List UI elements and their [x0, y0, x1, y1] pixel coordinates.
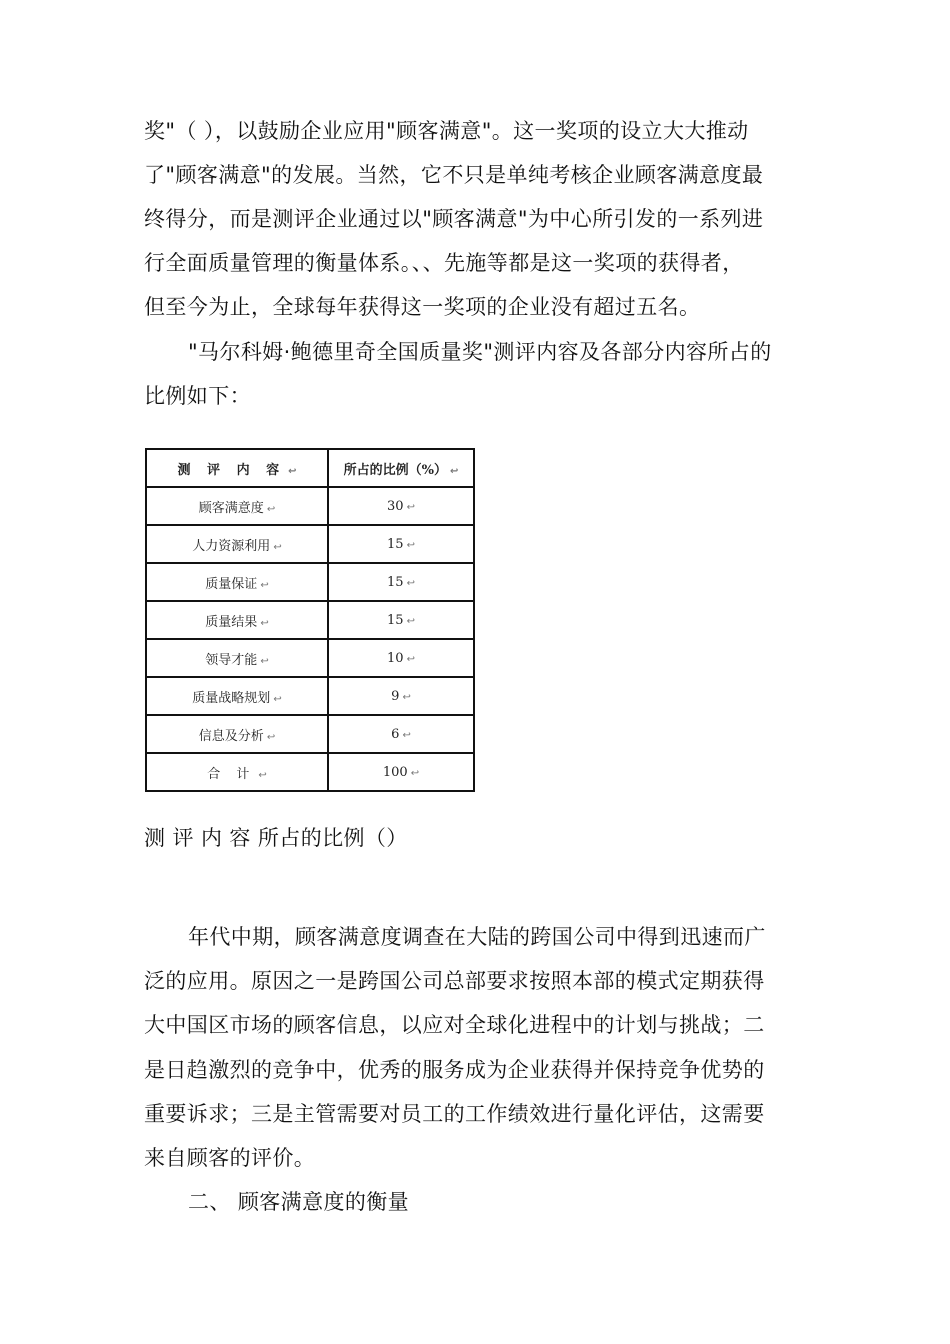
text-line: 大中国区市场的顾客信息，以应对全球化进程中的计划与挑战；二	[144, 1013, 765, 1037]
text-line: 来自顾客的评价。	[144, 1146, 316, 1170]
table-cell-value: 9 ↩	[328, 677, 474, 715]
table-cell-item: 质量战略规划 ↩	[146, 677, 328, 715]
table-row	[146, 525, 474, 563]
text-line: 泛的应用。原因之一是跨国公司总部要求按照本部的模式定期获得	[144, 969, 765, 993]
table-cell-value: 15 ↩	[328, 563, 474, 601]
text-line: 重要诉求；三是主管需要对员工的工作绩效进行量化评估，这需要	[144, 1102, 765, 1126]
table-cell-item: 领导才能 ↩	[146, 639, 328, 677]
table-cell-item: 质量保证 ↩	[146, 563, 328, 601]
table-cell-value: 15 ↩	[328, 601, 474, 639]
table-cell-item: 合 计 ↩	[146, 753, 328, 791]
text-line: 终得分，而是测评企业通过以"顾客满意"为中心所引发的一系列进	[144, 207, 764, 231]
table-cell-item: 信息及分析 ↩	[146, 715, 328, 753]
table-cell-item: 人力资源利用 ↩	[146, 525, 328, 563]
table-cell-value: 15 ↩	[328, 525, 474, 563]
table-row	[146, 639, 474, 677]
table-row	[146, 487, 474, 525]
table-cell-item: 质量结果 ↩	[146, 601, 328, 639]
table-cell-value: 30 ↩	[328, 487, 474, 525]
text-line: 但至今为止，全球每年获得这一奖项的企业没有超过五名。	[144, 295, 701, 319]
ratio-table	[145, 448, 475, 792]
table-header-row	[146, 449, 474, 487]
table-cell-item: 顾客满意度 ↩	[146, 487, 328, 525]
table-header-cell: 所占的比例（%） ↩	[328, 449, 474, 487]
table-row	[146, 563, 474, 601]
text-line: 是日趋激烈的竞争中，优秀的服务成为企业获得并保持竞争优势的	[144, 1058, 765, 1082]
table-cell-value: 100 ↩	[328, 753, 474, 791]
table-row	[146, 677, 474, 715]
text-line: "马尔科姆·鲍德里奇全国质量奖"测评内容及各部分内容所占的	[188, 340, 772, 364]
table-header-cell: 测 评 内 容 ↩	[146, 449, 328, 487]
text-line: 年代中期，顾客满意度调查在大陆的跨国公司中得到迅速而广	[188, 925, 766, 949]
text-line: 了"顾客满意"的发展。当然，它不只是单纯考核企业顾客满意度最	[144, 163, 764, 187]
table-total-row	[146, 753, 474, 791]
table-row	[146, 715, 474, 753]
table-cell-value: 10 ↩	[328, 639, 474, 677]
text-line: 比例如下：	[144, 384, 251, 408]
text-line: 奖"（ ），以鼓励企业应用"顾客满意"。这一奖项的设立大大推动	[144, 119, 749, 143]
text-line: 行全面质量管理的衡量体系。、、先施等都是这一奖项的获得者，	[144, 251, 744, 275]
table-caption: 测 评 内 容 所占的比例（）	[144, 826, 408, 850]
section-heading: 二、 顾客满意度的衡量	[188, 1190, 410, 1214]
table-cell-value: 6 ↩	[328, 715, 474, 753]
table-row	[146, 601, 474, 639]
